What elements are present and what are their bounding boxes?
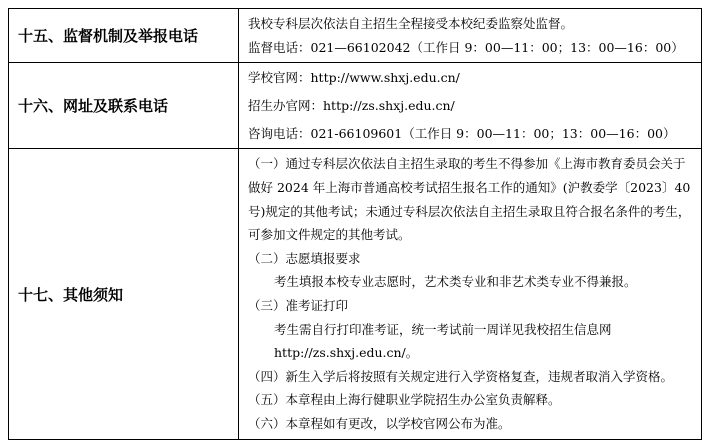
- supervision-text: 我校专科层次依法自主招生全程接受本校纪委监察处监督。: [248, 15, 574, 31]
- table-row: [9, 149, 702, 440]
- notice-item-1: （一）通过专科层次依法自主招生录取的考生不得参加《上海市教育委员会关于做好 2024 年上海市普通高校考试招生报名工作的通知》(沪教委学〔2023〕40 号)规定的其他考试；未通过专科层次依法自主招生录取且符合报名条件的考生，可参加文件规定的其他考试。: [248, 156, 691, 243]
- table-row: [9, 9, 702, 63]
- notice-item-5: （五）本章程由上海行健职业学院招生办公室负责解释。: [248, 392, 561, 408]
- section-title: 十七、其他须知: [9, 149, 239, 440]
- section-title: 十五、监督机制及举报电话: [9, 9, 239, 63]
- admissions-website: 招生办官网：http://zs.shxj.edu.cn/: [248, 97, 455, 113]
- section-content: [239, 9, 702, 63]
- table-row: [9, 63, 702, 149]
- consult-phone: 咨询电话：021-66109601（工作日 9：00—11：00；13：00—16：00）: [248, 125, 676, 141]
- notice-item-4: （四）新生入学后将按照有关规定进行入学资格复查，违规者取消入学资格。: [248, 368, 674, 384]
- section-title: 十六、网址及联系电话: [9, 63, 239, 149]
- notice-item-3-text: 考生需自行打印准考证，统一考试前一周详见我校招生信息网 http://zs.shxj.edu.cn/。: [274, 321, 612, 361]
- supervision-phone: 监督电话：021—66102042（工作日 9：00—11：00；13：00—16：00）: [248, 39, 684, 55]
- school-website: 学校官网：http://www.shxj.edu.cn/: [248, 69, 460, 85]
- regulations-table: [8, 8, 702, 440]
- notice-item-3-heading: （三）准考证打印: [248, 298, 349, 313]
- notice-item-2-heading: （二）志愿填报要求: [248, 250, 361, 266]
- notice-item-2-text: 考生填报本校专业志愿时，艺术类专业和非艺术类专业不得兼报。: [274, 274, 637, 290]
- notice-item-6: （六）本章程如有更改，以学校官网公布为准。: [248, 415, 511, 431]
- section-content: [239, 63, 702, 149]
- section-content: [239, 149, 702, 440]
